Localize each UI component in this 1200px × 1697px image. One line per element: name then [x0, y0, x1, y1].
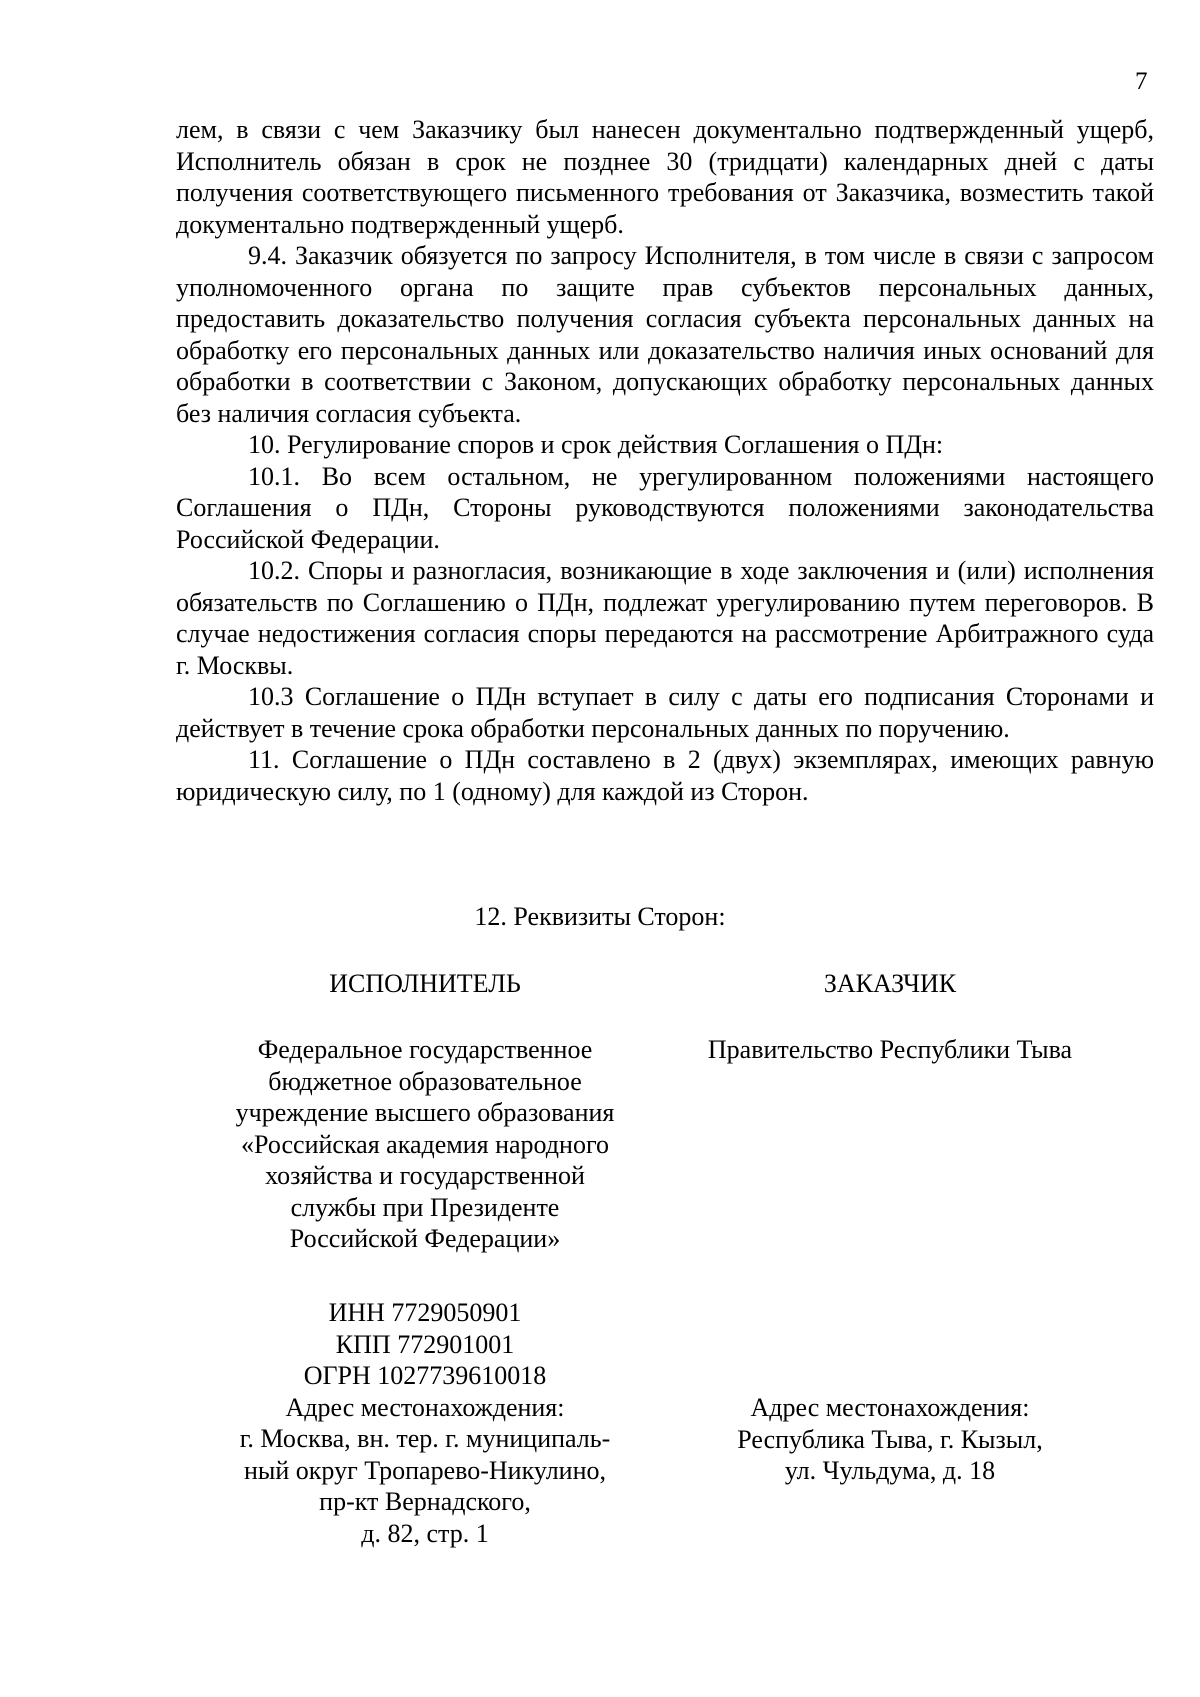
customer-address-label: Адрес местонахождения: — [750, 1393, 1030, 1422]
customer-org — [660, 1034, 1120, 1066]
customer-address-line: Республика Тыва, г. Кызыл, — [737, 1424, 1043, 1454]
executor-label: ИСПОЛНИТЕЛЬ — [329, 969, 521, 998]
customer-org-line: Правительство Республики Тыва — [707, 1035, 1073, 1064]
executor-address-label: Адрес местонахождения: — [285, 1392, 565, 1422]
executor-details — [165, 1297, 685, 1549]
paragraph-10-3: 10.3 Соглашение о ПДн вступает в силу с даты его подписания Сторонами и действует в течение срока обработки персональных данных по поручению. — [176, 682, 1154, 743]
page-number: 7 — [1135, 68, 1148, 95]
paragraph-continuation: лем, в связи с чем Заказчику был нанесен документально подтвержденный ущерб, Исполнитель обязан в срок не позднее 30 (тридцати) календарных дней с даты получения соответствующего письменного требования от Заказчика, возместить такой документально подтвержденный ущерб. — [176, 115, 1154, 239]
executor-org-line: Российской Федерации» — [289, 1224, 561, 1253]
executor-address-line: г. Москва, вн. тер. г. муниципаль- — [239, 1424, 611, 1453]
executor-org-line: хозяйства и государственной — [265, 1161, 585, 1190]
executor-org-line: учреждение высшего образования — [235, 1098, 615, 1127]
executor-org-line: службы при Президенте — [290, 1192, 560, 1222]
executor-org-line: «Российская академия народного — [241, 1129, 609, 1159]
executor-address-line: ный округ Тропарево-Никулино, — [243, 1455, 606, 1485]
executor-address-line: пр-кт Вернадского, — [319, 1487, 531, 1516]
customer-label: ЗАКАЗЧИК — [823, 969, 957, 998]
executor-inn: ИНН 7729050901 — [328, 1298, 522, 1327]
paragraph-11: 11. Соглашение о ПДн составлено в 2 (двух) экземплярах, имеющих равную юридическую силу, по 1 (одному) для каждой из Сторон. — [176, 745, 1154, 806]
paragraph-10-2: 10.2. Споры и разногласия, возникающие в ходе заключения и (или) исполнения обязательств по Соглашению о ПДн, подлежат урегулированию путем переговоров. В случае недостижения согласия споры передаются на рассмотрение Арбитражного суда г. Москвы. — [176, 556, 1154, 680]
paragraph-9-4: 9.4. Заказчик обязуется по запросу Исполнителя, в том числе в связи с запросом уполномоченного органа по защите прав субъектов персональных данных, предоставить доказательство получения согласия субъекта персональных данных на обработку его персональных данных или доказательство наличия иных оснований для обработки в соответствии с Законом, допускающих обработку персональных данных без наличия согласия субъекта. — [176, 241, 1154, 428]
executor-ogrn: ОГРН 1027739610018 — [303, 1361, 547, 1390]
executor-org-line: бюджетное образовательное — [268, 1066, 582, 1096]
paragraph-10: 10. Регулирование споров и срок действия Соглашения о ПДн: — [248, 430, 944, 459]
paragraph-10-1: 10.1. Во всем остальном, не урегулированном положениями настоящего Соглашения о ПДн, Стороны руководствуются положениями законодательства Российской Федерации. — [176, 461, 1154, 554]
requisites-title: 12. Реквизиты Сторон: — [474, 902, 726, 931]
executor-org — [165, 1034, 685, 1255]
customer-details — [660, 1392, 1120, 1487]
executor-address-line: д. 82, стр. 1 — [361, 1518, 489, 1548]
agreement-body — [176, 114, 1154, 807]
customer-address-line: ул. Чульдума, д. 18 — [784, 1456, 996, 1485]
executor-kpp: КПП 772901001 — [335, 1329, 515, 1359]
executor-org-line: Федеральное государственное — [257, 1035, 593, 1064]
